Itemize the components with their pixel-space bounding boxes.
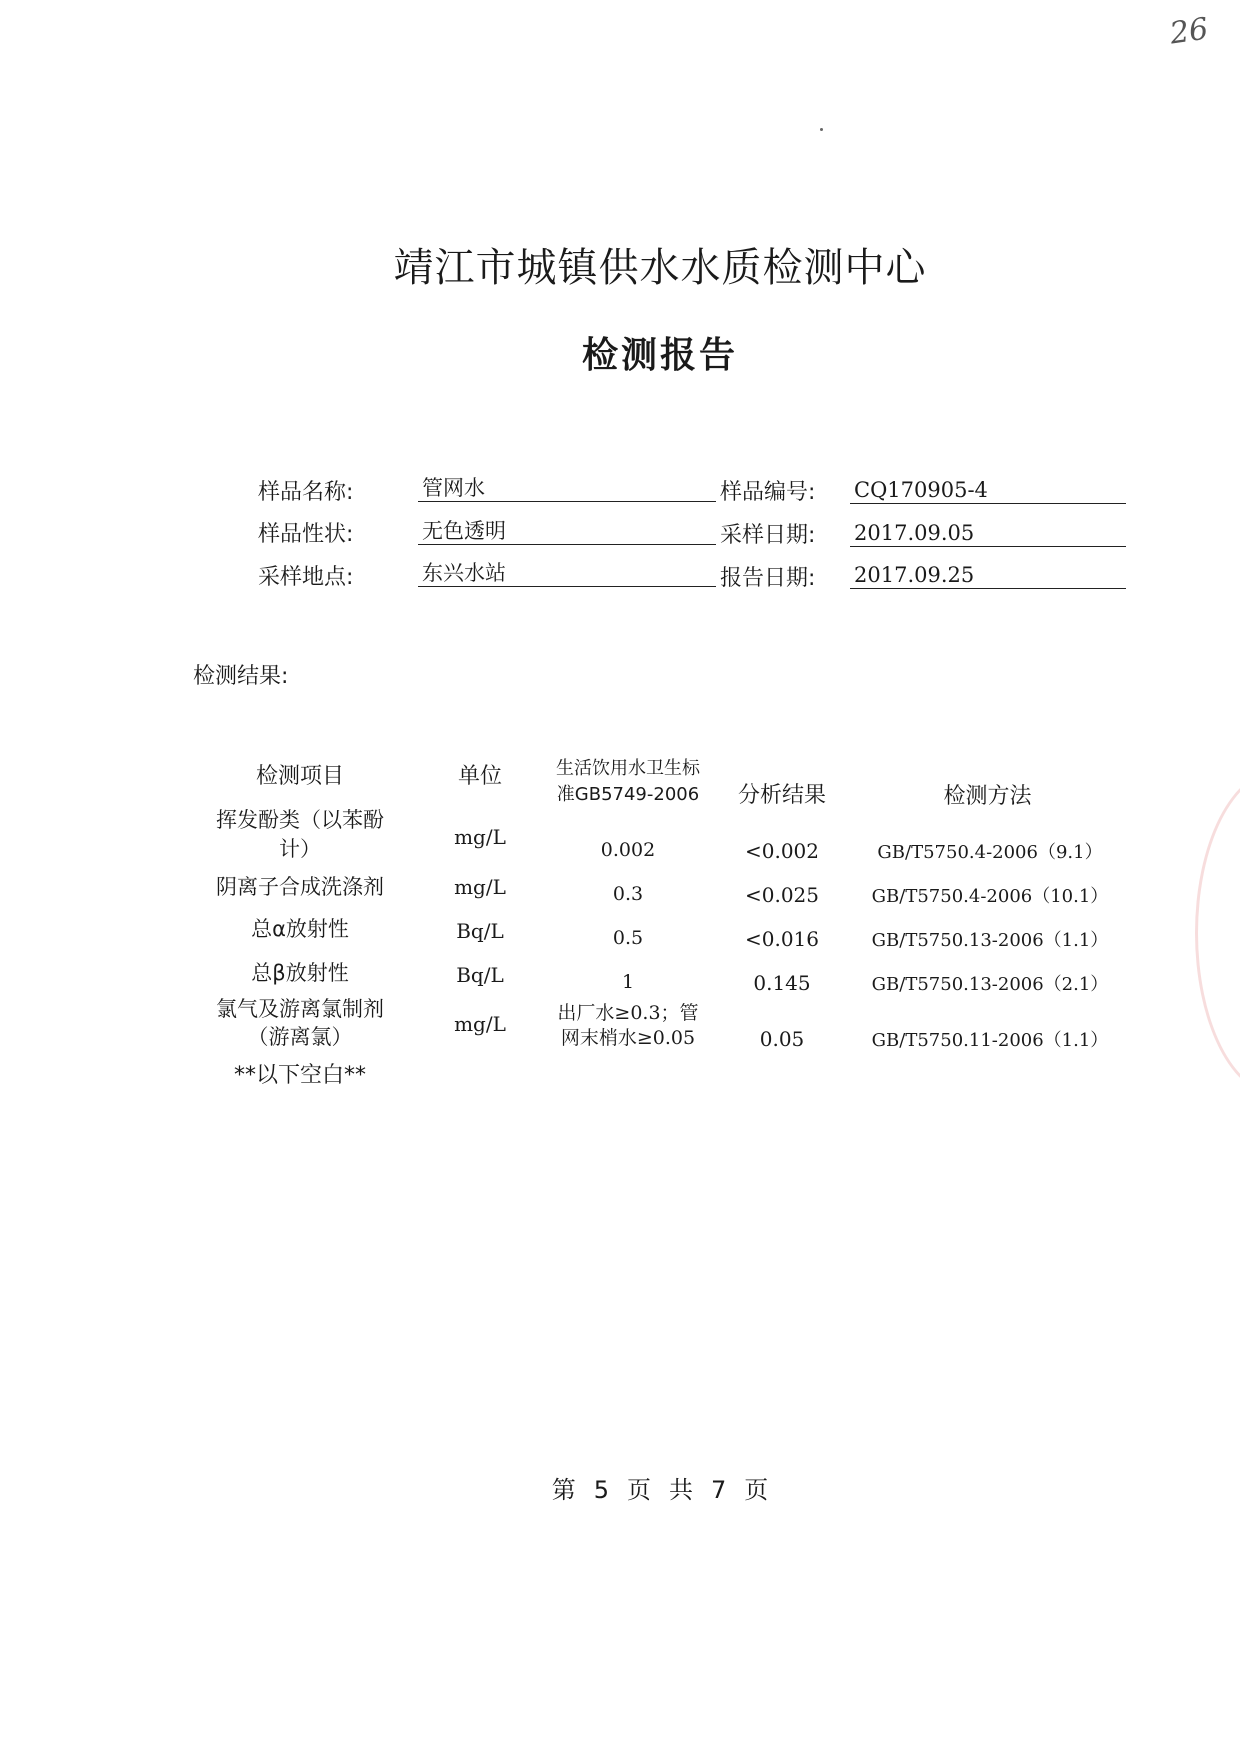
header-standard-line1: 生活饮用水卫生标	[556, 758, 700, 779]
sample-number-value: CQ170905-4	[850, 476, 1126, 504]
scan-speck	[820, 128, 823, 131]
row2-result: <0.025	[744, 883, 819, 907]
results-section-label: 检测结果:	[193, 664, 289, 689]
row4-item: 总β放射性	[251, 961, 349, 985]
row1-method: GB/T5750.4-2006（9.1）	[877, 842, 1103, 863]
footer-total-pages: 7	[711, 1476, 727, 1504]
row4-method: GB/T5750.13-2006（2.1）	[871, 974, 1109, 995]
header-item: 检测项目	[255, 764, 344, 789]
row3-item: 总α放射性	[251, 917, 349, 941]
sampling-date-label: 采样日期:	[720, 523, 816, 548]
row2-standard: 0.3	[612, 883, 644, 905]
footer-word-ye: 页	[627, 1476, 651, 1504]
row3-standard: 0.5	[612, 927, 644, 949]
row5-method: GB/T5750.11-2006（1.1）	[871, 1030, 1109, 1051]
row2-item: 阴离子合成洗涤剂	[216, 875, 384, 899]
footer-word-di: 第	[551, 1476, 576, 1504]
row5-standard-line1: 出厂水≥0.3；管	[557, 1002, 699, 1024]
row1-result: <0.002	[744, 839, 819, 863]
row4-result: 0.145	[753, 971, 811, 995]
footer-word-ye-end: 页	[744, 1476, 769, 1504]
footer-page-number: 5	[593, 1476, 609, 1504]
row5-standard-line2: 网末梢水≥0.05	[560, 1027, 696, 1049]
footer-word-gong: 共	[669, 1476, 693, 1504]
sample-state-value: 无色透明	[418, 517, 716, 545]
row5-unit: mg/L	[454, 1012, 506, 1036]
header-standard-line2: 准GB5749-2006	[556, 784, 700, 805]
sampling-site-label: 采样地点:	[258, 565, 354, 590]
sampling-site-value: 东兴水站	[418, 559, 716, 587]
header-method: 检测方法	[943, 784, 1032, 809]
header-unit: 单位	[457, 764, 502, 789]
row3-result: <0.016	[744, 927, 819, 951]
header-result: 分析结果	[737, 783, 826, 808]
sampling-date-value: 2017.09.05	[850, 519, 1126, 547]
row2-method: GB/T5750.4-2006（10.1）	[871, 886, 1109, 907]
row2-unit: mg/L	[454, 875, 506, 899]
row4-unit: Bq/L	[456, 963, 504, 987]
document-title: 检测报告	[581, 335, 738, 376]
sample-number-label: 样品编号:	[720, 480, 816, 505]
report-date-value: 2017.09.25	[850, 561, 1126, 589]
row3-unit: Bq/L	[456, 919, 504, 943]
sample-name-label: 样品名称:	[258, 480, 354, 505]
row1-item-line1: 挥发酚类（以苯酚	[216, 808, 384, 832]
row5-item-line2: （游离氯）	[247, 1025, 353, 1049]
handwritten-page-annotation: 26	[1167, 11, 1211, 52]
row1-item-line2: 计）	[279, 837, 321, 861]
row5-item-line1: 氯气及游离氯制剂	[216, 997, 384, 1021]
row1-standard: 0.002	[600, 839, 656, 861]
sample-name-value: 管网水	[418, 474, 716, 502]
stamp-seal-edge	[1195, 770, 1240, 1096]
report-date-label: 报告日期:	[720, 566, 816, 591]
row1-unit: mg/L	[454, 825, 506, 849]
page-footer	[0, 1470, 1240, 1505]
row4-standard: 1	[621, 971, 635, 993]
sample-state-label: 样品性状:	[258, 522, 354, 547]
row5-result: 0.05	[759, 1027, 805, 1051]
organization-title: 靖江市城镇供水水质检测中心	[393, 245, 927, 291]
table-end-mark: **以下空白**	[233, 1063, 366, 1088]
row3-method: GB/T5750.13-2006（1.1）	[871, 930, 1109, 951]
